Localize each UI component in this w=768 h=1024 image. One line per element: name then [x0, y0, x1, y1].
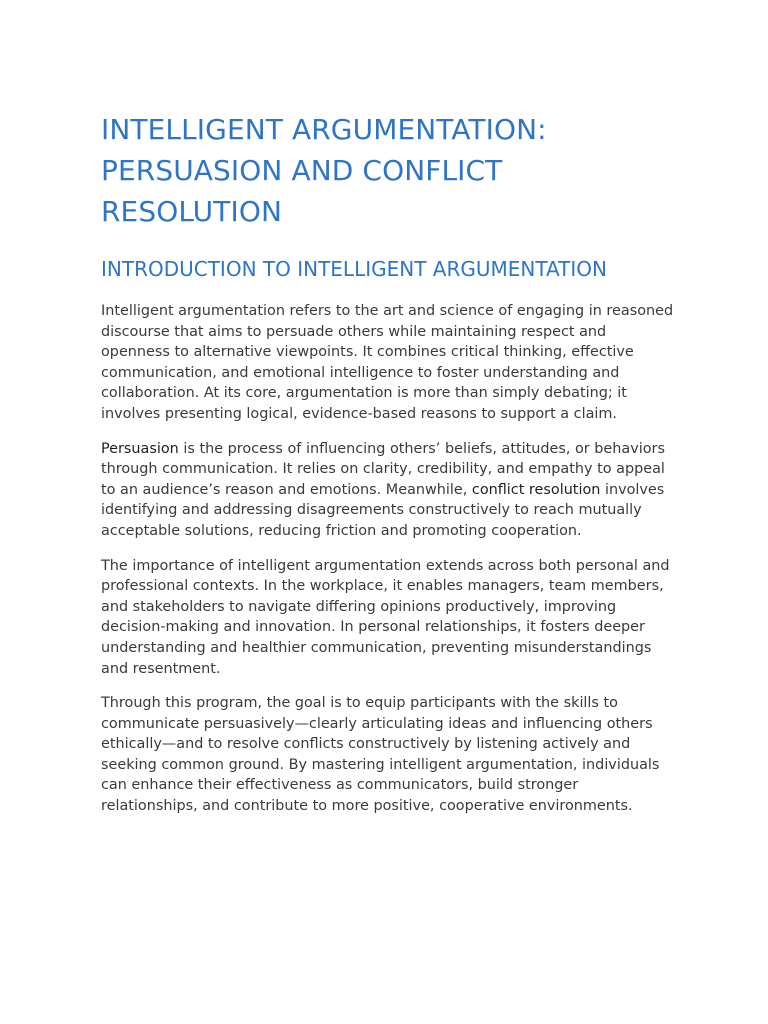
intro-paragraph: Intelligent argumentation refers to the art and science of engaging in reasoned discourse that aims to persuade others while maintaining respect and openness to alternative viewpoints. It combines critical thinking, effective communication, and emotional intelligence to foster understanding and collaboration. At its core, argumentation is more than simply debating; it involves presenting logical, evidence-based reasons to support a claim.: [101, 303, 674, 422]
program-goal-paragraph: Through this program, the goal is to equip participants with the skills to communicate persuasively—clearly articulating ideas and influencing others ethically—and to resolve conflicts constructively by listening actively and seeking common ground. By mastering intelligent argumentation, individuals can enhance their effectiveness as communicators, build stronger relationships, and contribute to more positive, cooperative environments.: [101, 695, 660, 815]
importance-paragraph: The importance of intelligent argumentation extends across both personal and professional contexts. In the workplace, it enables managers, team members, and stakeholders to navigate differing opinions productively, improving decision-making and innovation. In personal relationships, it fosters deeper understanding and healthier communication, preventing misunderstandings and resentment.: [101, 557, 670, 677]
document-page: [101, 109, 675, 817]
conflict-resolution-definition-text: involves identifying and addressing disagreements constructively to reach mutually acceptable solutions, reducing friction and promoting cooperation.: [101, 481, 665, 539]
persuasion-definition-text: is the process of influencing others’ beliefs, attitudes, or behaviors through communication. It relies on clarity, credibility, and empathy to appeal to an audience’s reason and emotions. Meanwhile,: [101, 440, 665, 498]
definitions-paragraph: [101, 439, 675, 542]
document-title: INTELLIGENT ARGUMENTATION: PERSUASION AND CONFLICT RESOLUTION: [101, 113, 547, 228]
section-heading: INTRODUCTION TO INTELLIGENT ARGUMENTATION: [101, 257, 607, 281]
term-conflict-resolution: conflict resolution: [471, 481, 601, 498]
term-persuasion: Persuasion: [101, 440, 179, 457]
